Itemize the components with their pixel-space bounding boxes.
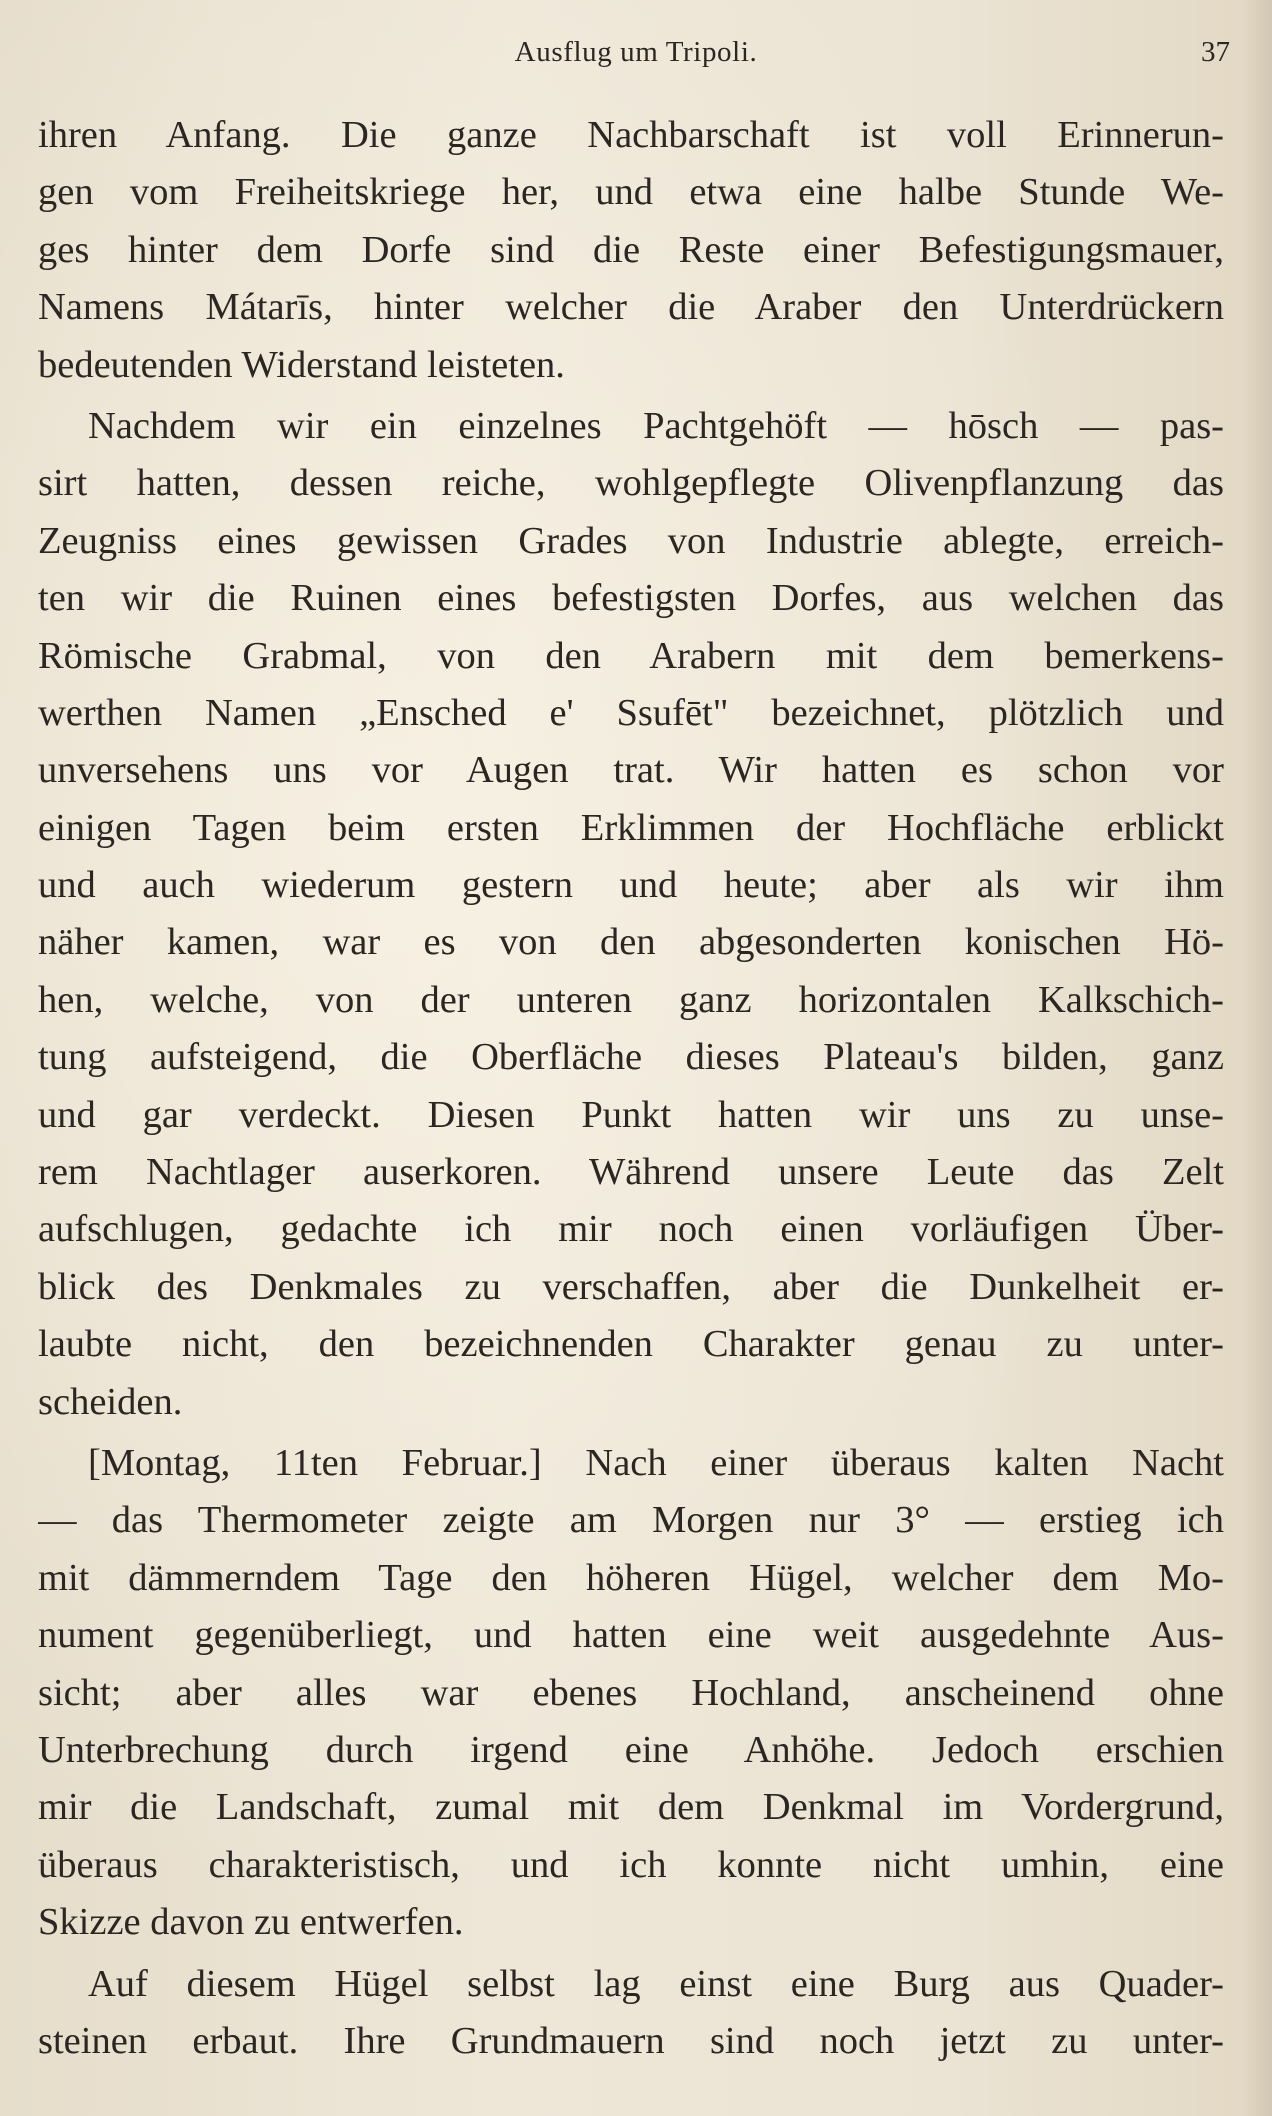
text-line: und auch wiederum gestern und heute; aber als wir ihm bbox=[38, 864, 1224, 907]
text-line: überaus charakteristisch, und ich konnte nicht umhin, eine bbox=[38, 1843, 1224, 1886]
text-line: sirt hatten, dessen reiche, wohlgepflegte Olivenpflanzung das bbox=[38, 462, 1224, 505]
paragraph bbox=[38, 107, 1224, 394]
running-title: Ausflug um Tripoli. bbox=[514, 36, 758, 68]
text-line: bedeutenden Widerstand leisteten. bbox=[38, 343, 565, 386]
body-text bbox=[38, 107, 1224, 2070]
text-line: einigen Tagen beim ersten Erklimmen der Hochfläche erblickt bbox=[38, 806, 1224, 849]
text-line: Nachdem wir ein einzelnes Pachtgehöft — hōsch — pas- bbox=[88, 404, 1224, 447]
text-line: ten wir die Ruinen eines befestigsten Dorfes, aus welchen das bbox=[38, 577, 1224, 620]
page-number: 37 bbox=[1201, 36, 1230, 68]
text-line: Unterbrechung durch irgend eine Anhöhe. Jedoch erschien bbox=[38, 1728, 1224, 1771]
text-line: Namens Mátarīs, hinter welcher die Araber den Unterdrückern bbox=[38, 286, 1224, 329]
text-line: unversehens uns vor Augen trat. Wir hatten es schon vor bbox=[38, 749, 1224, 792]
text-line: Skizze davon zu entwerfen. bbox=[38, 1901, 464, 1944]
text-line: werthen Namen „Ensched e' Ssufēt" bezeichnet, plötzlich und bbox=[38, 691, 1224, 734]
text-line: gen vom Freiheitskriege her, und etwa eine halbe Stunde We- bbox=[38, 171, 1224, 214]
text-line: aufschlugen, gedachte ich mir noch einen vorläufigen Über- bbox=[38, 1208, 1224, 1251]
paragraph bbox=[38, 1435, 1224, 1952]
text-line: Zeugniss eines gewissen Grades von Industrie ablegte, erreich- bbox=[38, 519, 1224, 562]
text-line: näher kamen, war es von den abgesonderten konischen Hö- bbox=[38, 921, 1224, 964]
text-line: ihren Anfang. Die ganze Nachbarschaft ist voll Erinnerun- bbox=[38, 114, 1224, 156]
paragraph bbox=[38, 1956, 1224, 2071]
text-line: nument gegenüberliegt, und hatten eine weit ausgedehnte Aus- bbox=[38, 1614, 1224, 1657]
text-line: Auf diesem Hügel selbst lag einst eine Burg aus Quader- bbox=[88, 1962, 1224, 2005]
text-line: rem Nachtlager auserkoren. Während unsere Leute das Zelt bbox=[38, 1151, 1224, 1194]
text-line: mir die Landschaft, zumal mit dem Denkmal im Vordergrund, bbox=[38, 1786, 1224, 1829]
text-line: laubte nicht, den bezeichnenden Charakter genau zu unter- bbox=[38, 1323, 1224, 1366]
text-line: [Montag, 11ten Februar.] Nach einer überaus kalten Nacht bbox=[88, 1441, 1224, 1484]
text-line: blick des Denkmales zu verschaffen, aber die Dunkelheit er- bbox=[38, 1265, 1224, 1308]
text-line: tung aufsteigend, die Oberfläche dieses Plateau's bilden, ganz bbox=[38, 1036, 1224, 1079]
paragraph bbox=[38, 398, 1224, 1431]
page-edge-shadow bbox=[1242, 0, 1272, 2116]
text-line: und gar verdeckt. Diesen Punkt hatten wir uns zu unse- bbox=[38, 1093, 1224, 1136]
text-line: Römische Grabmal, von den Arabern mit dem bemerkens- bbox=[38, 634, 1224, 677]
text-line: ges hinter dem Dorfe sind die Reste einer Befestigungsmauer, bbox=[38, 228, 1224, 271]
text-line: hen, welche, von der unteren ganz horizontalen Kalkschich- bbox=[38, 978, 1224, 1021]
text-line: sicht; aber alles war ebenes Hochland, anscheinend ohne bbox=[38, 1671, 1224, 1714]
text-line: steinen erbaut. Ihre Grundmauern sind noch jetzt zu unter- bbox=[38, 2019, 1224, 2062]
running-head bbox=[0, 32, 1272, 72]
text-line: scheiden. bbox=[38, 1380, 183, 1423]
text-line: — das Thermometer zeigte am Morgen nur 3° — erstieg ich bbox=[38, 1499, 1224, 1542]
text-line: mit dämmerndem Tage den höheren Hügel, welcher dem Mo- bbox=[38, 1556, 1224, 1599]
